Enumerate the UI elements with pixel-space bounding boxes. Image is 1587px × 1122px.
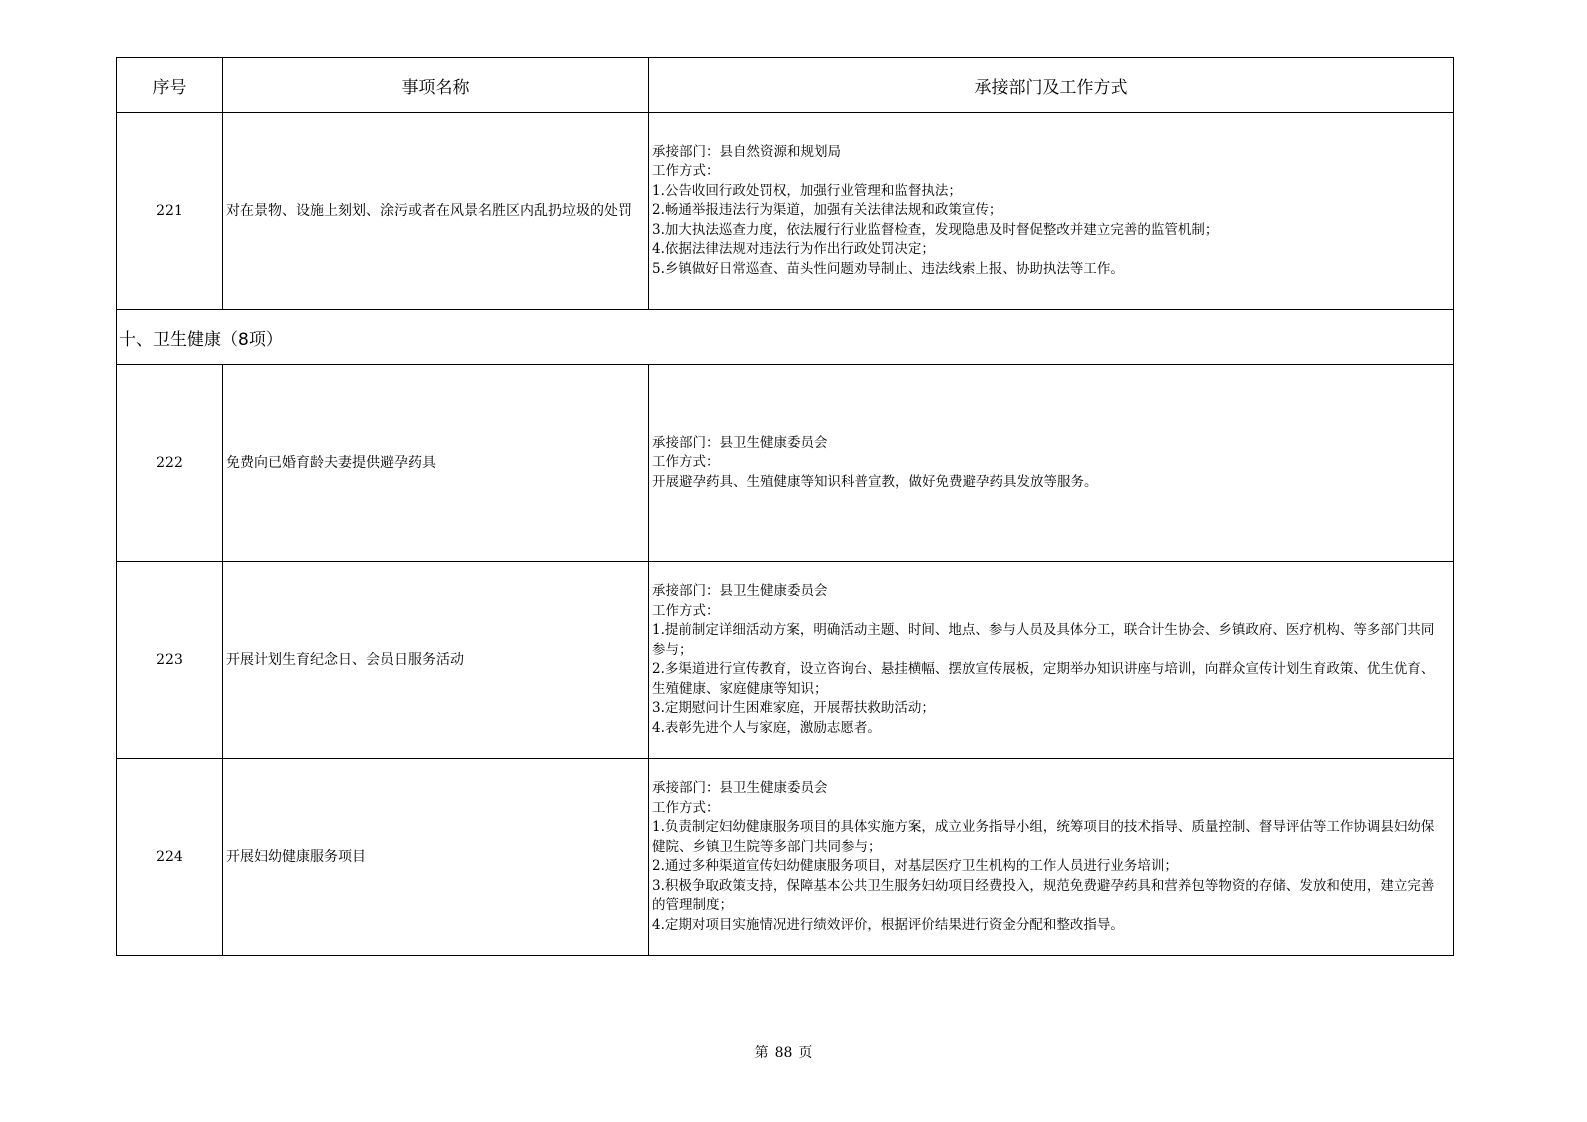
dept-line: 4.依据法律法规对违法行为作出行政处罚决定； <box>652 241 935 258</box>
dept-line: 工作方式： <box>652 799 720 816</box>
dept-line: 3.加大执法巡查力度，依法履行行业监督检查，发现隐患及时督促整改并建立完善的监管机制； <box>652 221 1219 238</box>
dept-line: 开展避孕药具、生殖健康等知识科普宣教，做好免费避孕药具发放等服务。 <box>652 473 1098 490</box>
dept-line: 1.负责制定妇幼健康服务项目的具体实施方案，成立业务指导小组，统筹项目的技术指导、质量控制、督导评估等工作协调县妇幼保健院、乡镇卫生院等多部门共同参与； <box>652 819 1435 855</box>
dept-line: 3.积极争取政策支持，保障基本公共卫生服务妇幼项目经费投入，规范免费避孕药具和营养包等物资的存储、发放和使用，建立完善的管理制度； <box>652 877 1435 913</box>
items-table <box>116 57 1454 956</box>
dept-line: 4.定期对项目实施情况进行绩效评价，根据评价结果进行资金分配和整改指导。 <box>652 916 1124 933</box>
dept-line: 3.定期慰问计生困难家庭，开展帮扶救助活动； <box>652 700 935 716</box>
dept-line: 承接部门：县卫生健康委员会 <box>652 583 828 599</box>
dept-line: 1.提前制定详细活动方案，明确活动主题、时间、地点、参与人员及具体分工，联合计生协会、乡镇政府、医疗机构、等多部门共同参与； <box>652 622 1435 658</box>
dept-line: 2.通过多种渠道宣传妇幼健康服务项目，对基层医疗卫生机构的工作人员进行业务培训； <box>652 858 1178 874</box>
table-row <box>117 759 1454 956</box>
row-number: 222 <box>117 365 223 562</box>
table-row <box>117 365 1454 562</box>
dept-line: 工作方式： <box>652 163 720 180</box>
item-name: 免费向已婚育龄夫妻提供避孕药具 <box>223 365 649 562</box>
header-serial-number: 序号 <box>117 58 223 113</box>
page-prefix: 第 <box>754 1045 769 1061</box>
table-row <box>117 113 1454 310</box>
section-row <box>117 310 1454 365</box>
dept-line: 2.多渠道进行宣传教育，设立咨询台、悬挂横幅、摆放宣传展板，定期举办知识讲座与培训，向群众宣传计划生育政策、优生优育、生殖健康、家庭健康等知识； <box>652 661 1435 697</box>
dept-line: 承接部门：县卫生健康委员会 <box>652 780 828 796</box>
dept-line: 承接部门：县自然资源和规划局 <box>652 143 841 160</box>
department-method <box>649 113 1454 310</box>
dept-line: 工作方式： <box>652 602 720 619</box>
dept-line: 2.畅通举报违法行为渠道，加强有关法律法规和政策宣传； <box>652 202 1003 219</box>
item-name: 开展妇幼健康服务项目 <box>223 759 649 956</box>
department-method <box>649 365 1454 562</box>
dept-line: 工作方式： <box>652 454 720 471</box>
row-number: 223 <box>117 562 223 759</box>
dept-line: 5.乡镇做好日常巡查、苗头性问题劝导制止、违法线索上报、协助执法等工作。 <box>652 260 1124 277</box>
dept-line: 承接部门：县卫生健康委员会 <box>652 434 828 451</box>
table-row <box>117 562 1454 759</box>
department-method <box>649 759 1454 956</box>
row-number: 224 <box>117 759 223 956</box>
department-method <box>649 562 1454 759</box>
dept-line: 1.公告收回行政处罚权，加强行业管理和监督执法； <box>652 182 962 199</box>
header-item-name: 事项名称 <box>223 58 649 113</box>
page-suffix: 页 <box>798 1045 813 1061</box>
page-number: 88 <box>774 1045 793 1061</box>
section-title: 十、卫生健康（8项） <box>117 310 1454 365</box>
item-name: 开展计划生育纪念日、会员日服务活动 <box>223 562 649 759</box>
item-name: 对在景物、设施上刻划、涂污或者在风景名胜区内乱扔垃圾的处罚 <box>223 113 649 310</box>
table-header-row <box>117 58 1454 113</box>
header-department-method: 承接部门及工作方式 <box>649 58 1454 113</box>
row-number: 221 <box>117 113 223 310</box>
dept-line: 4.表彰先进个人与家庭，激励志愿者。 <box>652 719 881 736</box>
page-footer <box>0 1042 1567 1062</box>
